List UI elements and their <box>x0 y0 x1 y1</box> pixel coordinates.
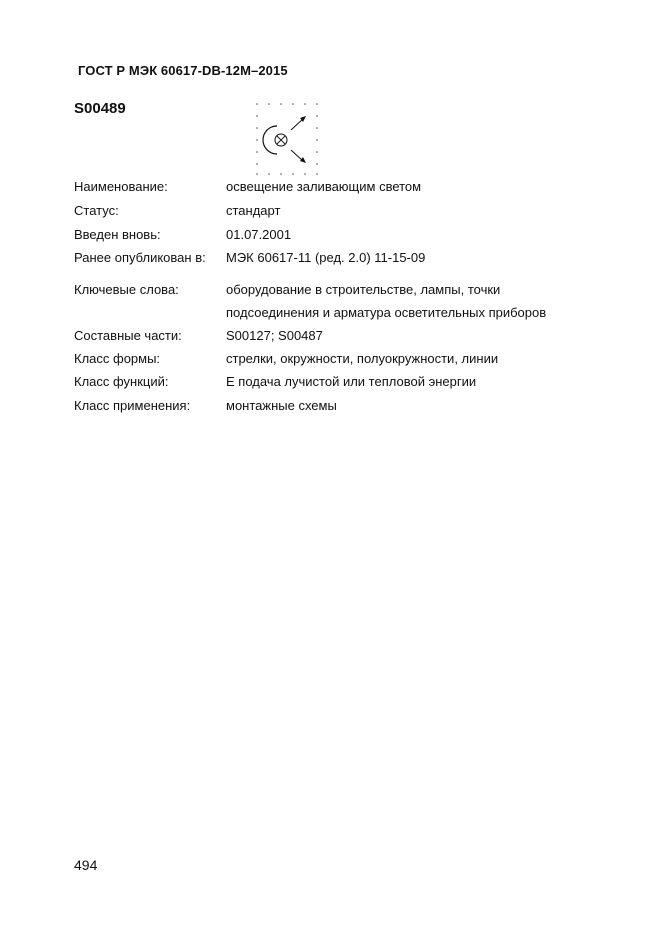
field-value: 01.07.2001 <box>226 227 292 242</box>
field-label: Наименование: <box>74 179 168 194</box>
field-label: Ключевые слова: <box>74 282 179 297</box>
symbol-code: S00489 <box>74 100 126 117</box>
page-number: 494 <box>74 857 98 873</box>
field-value: оборудование в строительстве, лампы, точки <box>226 282 501 297</box>
field-label: Класс функций: <box>74 374 169 389</box>
field-label: Введен вновь: <box>74 227 161 242</box>
field-value: освещение заливающим светом <box>226 179 422 194</box>
field-label: Составные части: <box>74 328 182 343</box>
floodlight-symbol-icon <box>253 100 323 176</box>
field-label: Статус: <box>74 203 119 218</box>
field-value: монтажные схемы <box>226 398 337 413</box>
field-label: Ранее опубликован в: <box>74 250 206 265</box>
field-value: S00127; S00487 <box>226 328 323 343</box>
field-value: стандарт <box>226 203 281 218</box>
field-label: Класс формы: <box>74 351 161 366</box>
field-value: подсоединения и арматура осветительных приборов <box>226 305 547 320</box>
document-header: ГОСТ Р МЭК 60617-DB-12M–2015 <box>78 63 288 78</box>
arrow-down <box>291 150 303 161</box>
field-label: Класс применения: <box>74 398 191 413</box>
field-value: стрелки, окружности, полуокружности, линии <box>226 351 499 366</box>
field-value: МЭК 60617-11 (ред. 2.0) 11-15-09 <box>226 250 426 265</box>
field-value: Е подача лучистой или тепловой энергии <box>226 374 477 389</box>
